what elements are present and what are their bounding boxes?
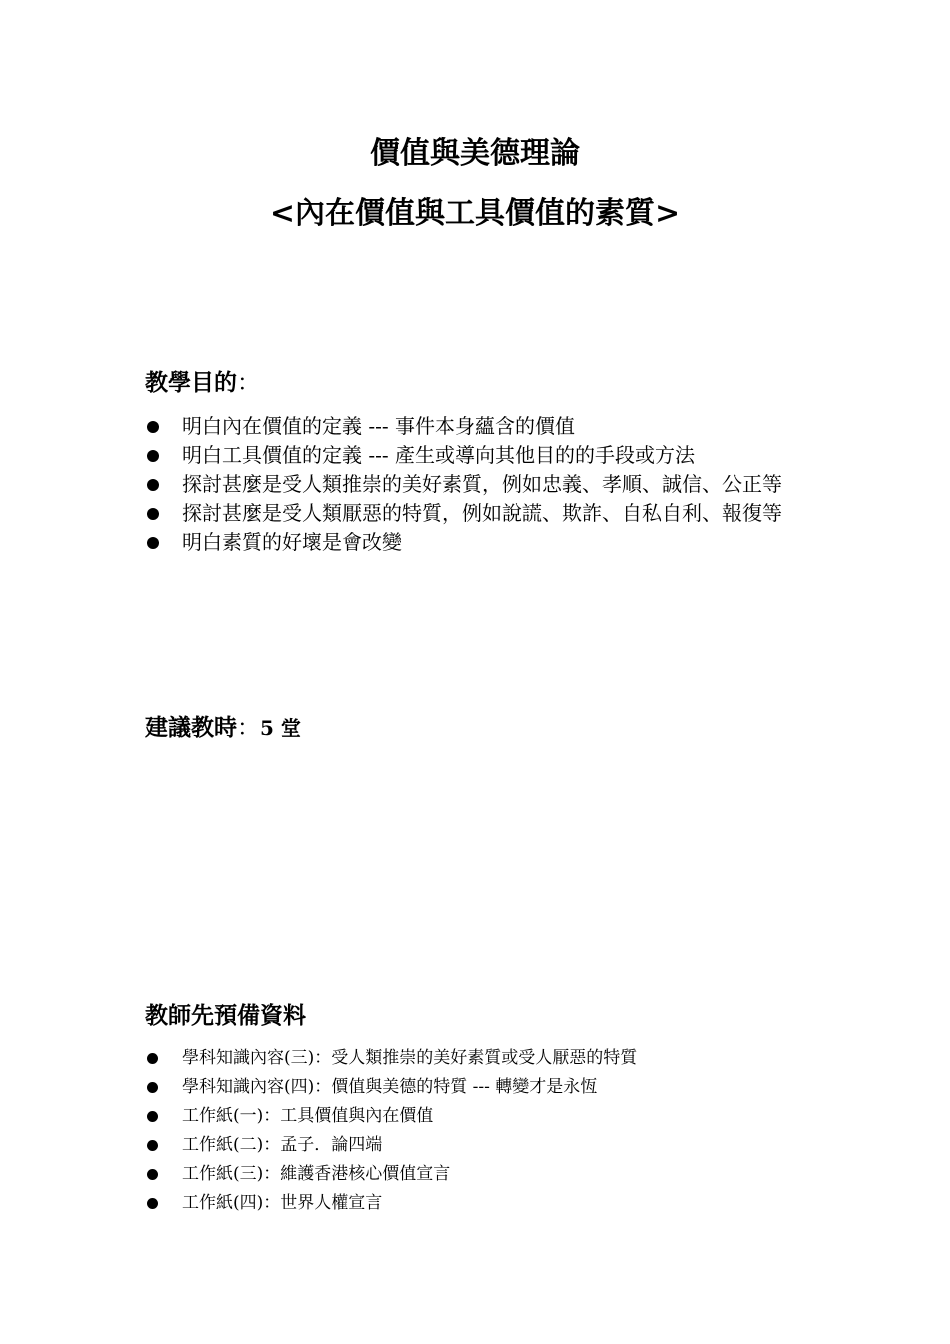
bullet-icon (147, 450, 159, 462)
bullet-icon (147, 508, 159, 520)
objective-item-text: 探討甚麼是受人類推崇的美好素質，例如忠義、孝順、誠信、公正等 (182, 472, 782, 496)
material-item-text: 工作紙(一)：工具價值與內在價值 (182, 1106, 434, 1126)
material-item-text: 工作紙(四)：世界人權宣言 (182, 1193, 383, 1213)
objectives-heading-label: 教學目的 (145, 369, 237, 396)
bullet-icon (147, 1053, 158, 1064)
material-item-text: 工作紙(三)：維護香港核心價值宣言 (182, 1164, 451, 1184)
objective-item-text: 明白素質的好壞是會改變 (182, 530, 402, 554)
bullet-icon (147, 1198, 158, 1209)
materials-heading: 教師先預備資料 (145, 1002, 306, 1029)
material-item (145, 1076, 815, 1099)
bullet-icon (147, 537, 159, 549)
material-item (145, 1163, 815, 1186)
objective-item (145, 529, 815, 556)
objective-item-text: 探討甚麼是受人類厭惡的特質，例如說謊、欺詐、自私自利、報復等 (182, 501, 782, 525)
objective-item (145, 413, 815, 440)
objective-item-text: 明白工具價值的定義 --- 產生或導向其他目的的手段或方法 (182, 443, 695, 467)
teaching-hours-value: 5 堂 (260, 716, 301, 740)
material-item-text: 工作紙(二)：孟子．論四端 (182, 1135, 383, 1155)
material-item (145, 1134, 815, 1157)
document-title: 價值與美德理論 (370, 136, 580, 171)
objectives-heading-colon: ： (237, 370, 260, 396)
bullet-icon (147, 1169, 158, 1180)
material-item (145, 1192, 815, 1215)
material-item (145, 1105, 815, 1128)
teaching-hours-label: 建議教時 (145, 714, 237, 741)
objective-item (145, 471, 815, 498)
materials-list (145, 1047, 815, 1221)
document-subtitle: <內在價值與工具價值的素質> (269, 196, 681, 231)
bullet-icon (147, 1111, 158, 1122)
objectives-heading (145, 367, 260, 399)
material-item-text: 學科知識內容(四)：價值與美德的特質 --- 轉變才是永恆 (182, 1077, 598, 1097)
objective-item-text: 明白內在價值的定義 --- 事件本身蘊含的價值 (182, 414, 575, 438)
teaching-hours-colon: ： (237, 715, 260, 741)
teaching-hours-heading (145, 712, 301, 744)
objective-item (145, 442, 815, 469)
objectives-list (145, 413, 815, 558)
objective-item (145, 500, 815, 527)
bullet-icon (147, 1082, 158, 1093)
bullet-icon (147, 479, 159, 491)
material-item (145, 1047, 815, 1070)
bullet-icon (147, 421, 159, 433)
bullet-icon (147, 1140, 158, 1151)
material-item-text: 學科知識內容(三)：受人類推崇的美好素質或受人厭惡的特質 (182, 1048, 638, 1068)
